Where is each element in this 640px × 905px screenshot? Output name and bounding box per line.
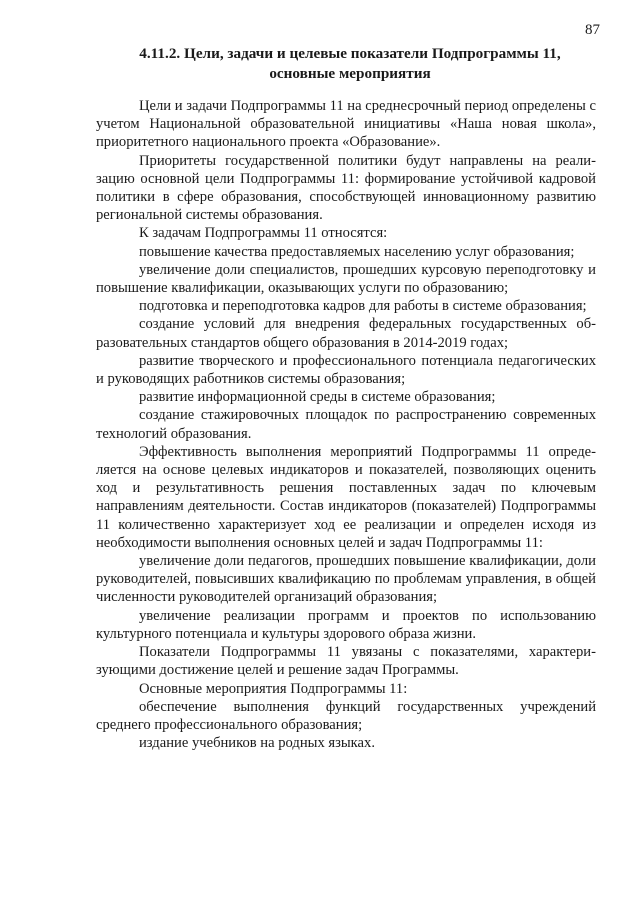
list-item: издание учебников на родных языках. bbox=[139, 735, 375, 752]
paragraph: Эффективность выполнения мероприятий Подпрограммы 11 определяется на основе целевых индикаторов и показателей, позволяющих оценить ход и результативность решения поставленных задач по ключевым направлениям деятельности. Состав индикаторов (показателей) Подпрограммы 11 количественно характеризует ход ее реализации и определен исходя из необходимости выполнения основных целей и задач Подпрограммы 11: bbox=[96, 443, 596, 551]
section-heading-line-1: 4.11.2. Цели, задачи и целевые показатели Подпрограммы 11, bbox=[139, 45, 561, 62]
paragraph: Цели и задачи Подпрограммы 11 на среднесрочный период определены с учетом Национальной образовательной инициативы «Наша новая школа», приоритетного национального проекта «Образование». bbox=[96, 98, 596, 151]
paragraph: Приоритеты государственной политики будут направлены на реализацию основной цели Подпрограммы 11: формирование устойчивой кадровой политики в сфере образования, способствующей инновационному развитию региональной системы образования. bbox=[96, 152, 596, 224]
list-item: увеличение реализации программ и проектов по использованию культурного потенциала и культуры здорового образа жизни. bbox=[96, 607, 596, 642]
paragraph: Основные мероприятия Подпрограммы 11: bbox=[139, 680, 408, 697]
section-heading bbox=[100, 44, 600, 84]
section-heading-line-2: основные мероприятия bbox=[269, 65, 431, 82]
list-item: обеспечение выполнения функций государственных учреждений среднего профессионального образования; bbox=[96, 698, 596, 733]
list-item: создание стажировочных площадок по распространению современных технологий образования. bbox=[96, 407, 596, 442]
page-number: 87 bbox=[585, 22, 600, 38]
paragraph: Показатели Подпрограммы 11 увязаны с показателями, характеризующими достижение целей и решение задач Программы. bbox=[96, 644, 596, 679]
list-item: подготовка и переподготовка кадров для работы в системе образования; bbox=[139, 298, 587, 315]
body-text bbox=[96, 97, 596, 752]
list-item: увеличение доли педагогов, прошедших повышение квалификации, доли руководителей, повысивших квалификацию по проблемам управления, в общей численности руководителей организаций образования; bbox=[96, 553, 596, 606]
list-item: повышение качества предоставляемых населению услуг образования; bbox=[139, 243, 575, 260]
paragraph: К задачам Подпрограммы 11 относятся: bbox=[139, 225, 388, 242]
list-item: развитие информационной среды в системе образования; bbox=[139, 389, 496, 406]
list-item: развитие творческого и профессионального потенциала педагогических и руководящих работников системы образования; bbox=[96, 352, 596, 388]
list-item: создание условий для внедрения федеральных государственных образовательных стандартов общего образования в 2014-2019 годах; bbox=[96, 316, 596, 351]
list-item: увеличение доли специалистов, прошедших курсовую переподготовку и повышение квалификации, оказывающих услуги по образованию; bbox=[96, 261, 596, 297]
